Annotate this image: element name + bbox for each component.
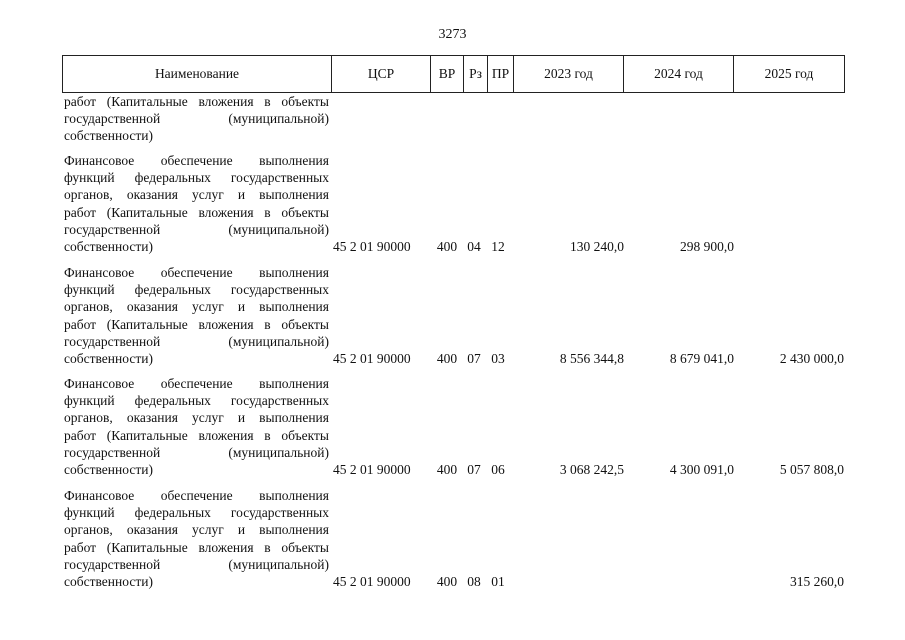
row-csr: 45 2 01 90000 xyxy=(333,574,411,589)
row-rz: 08 xyxy=(467,574,481,589)
row-vr: 400 xyxy=(436,574,458,589)
row-name-line: собственности) xyxy=(64,573,153,589)
table-header xyxy=(62,55,845,93)
row-name-line: государственной (муниципальной) xyxy=(64,221,329,237)
header-name: Наименование xyxy=(63,56,332,93)
row-2024: 8 679 041,0 xyxy=(669,351,734,366)
row-2023: 130 240,0 xyxy=(570,239,624,254)
row-name-line: работ (Капитальные вложения в объекты xyxy=(64,204,329,220)
row-name-line: функций федеральных государственных xyxy=(64,393,329,409)
row-name-line: собственности) xyxy=(64,350,153,366)
row-pr: 01 xyxy=(491,574,505,589)
header-2025: 2025 год xyxy=(734,56,845,93)
row-name-line: работ (Капитальные вложения в объекты xyxy=(64,539,329,555)
row-name-line: Финансовое обеспечение выполнения xyxy=(64,153,329,168)
row-name-line: работ (Капитальные вложения в объекты xyxy=(64,94,329,109)
row-name-line: Финансовое обеспечение выполнения xyxy=(64,376,329,391)
row-2023: 3 068 242,5 xyxy=(559,462,624,477)
row-name-line: собственности) xyxy=(64,128,153,144)
row-pr: 03 xyxy=(491,351,505,366)
row-2025: 5 057 808,0 xyxy=(779,462,844,477)
row-csr: 45 2 01 90000 xyxy=(333,351,411,366)
header-2024: 2024 год xyxy=(624,56,734,93)
row-vr: 400 xyxy=(436,239,458,254)
row-name-line: органов, оказания услуг и выполнения xyxy=(64,299,329,315)
row-name-line: функций федеральных государственных xyxy=(64,170,329,186)
row-rz: 04 xyxy=(467,239,481,254)
row-name-line: работ (Капитальные вложения в объекты xyxy=(64,316,329,332)
row-name xyxy=(64,487,329,590)
row-pr: 12 xyxy=(491,239,505,254)
row-name-line: органов, оказания услуг и выполнения xyxy=(64,187,329,203)
row-2024: 298 900,0 xyxy=(680,239,734,254)
row-csr: 45 2 01 90000 xyxy=(333,239,411,254)
row-csr: 45 2 01 90000 xyxy=(333,462,411,477)
row-2023: 8 556 344,8 xyxy=(559,351,624,366)
row-name xyxy=(64,264,329,367)
row-name-line: функций федеральных государственных xyxy=(64,282,329,298)
row-name-line: государственной (муниципальной) xyxy=(64,111,329,127)
row-name-line: работ (Капитальные вложения в объекты xyxy=(64,427,329,443)
header-vr: ВР xyxy=(431,56,464,93)
row-name-line: государственной (муниципальной) xyxy=(64,556,329,572)
row-vr: 400 xyxy=(436,462,458,477)
row-name-line: Финансовое обеспечение выполнения xyxy=(64,265,329,280)
page-number: 3273 xyxy=(438,27,467,42)
row-2024: 4 300 091,0 xyxy=(669,462,734,477)
row-name xyxy=(64,375,329,478)
row-name-line: собственности) xyxy=(64,238,153,254)
header-csr: ЦСР xyxy=(332,56,431,93)
row-name-line: государственной (муниципальной) xyxy=(64,333,329,349)
row-name xyxy=(64,93,329,145)
row-name-line: государственной (муниципальной) xyxy=(64,444,329,460)
row-name-line: органов, оказания услуг и выполнения xyxy=(64,522,329,538)
row-name xyxy=(64,152,329,255)
row-name-line: функций федеральных государственных xyxy=(64,505,329,521)
row-name-line: Финансовое обеспечение выполнения xyxy=(64,488,329,503)
row-2025: 315 260,0 xyxy=(790,574,844,589)
header-rz: Рз xyxy=(464,56,488,93)
row-rz: 07 xyxy=(467,351,481,366)
header-pr: ПР xyxy=(488,56,514,93)
row-pr: 06 xyxy=(491,462,505,477)
row-name-line: органов, оказания услуг и выполнения xyxy=(64,410,329,426)
row-2025: 2 430 000,0 xyxy=(779,351,844,366)
row-rz: 07 xyxy=(467,462,481,477)
row-vr: 400 xyxy=(436,351,458,366)
row-name-line: собственности) xyxy=(64,461,153,477)
header-2023: 2023 год xyxy=(514,56,624,93)
